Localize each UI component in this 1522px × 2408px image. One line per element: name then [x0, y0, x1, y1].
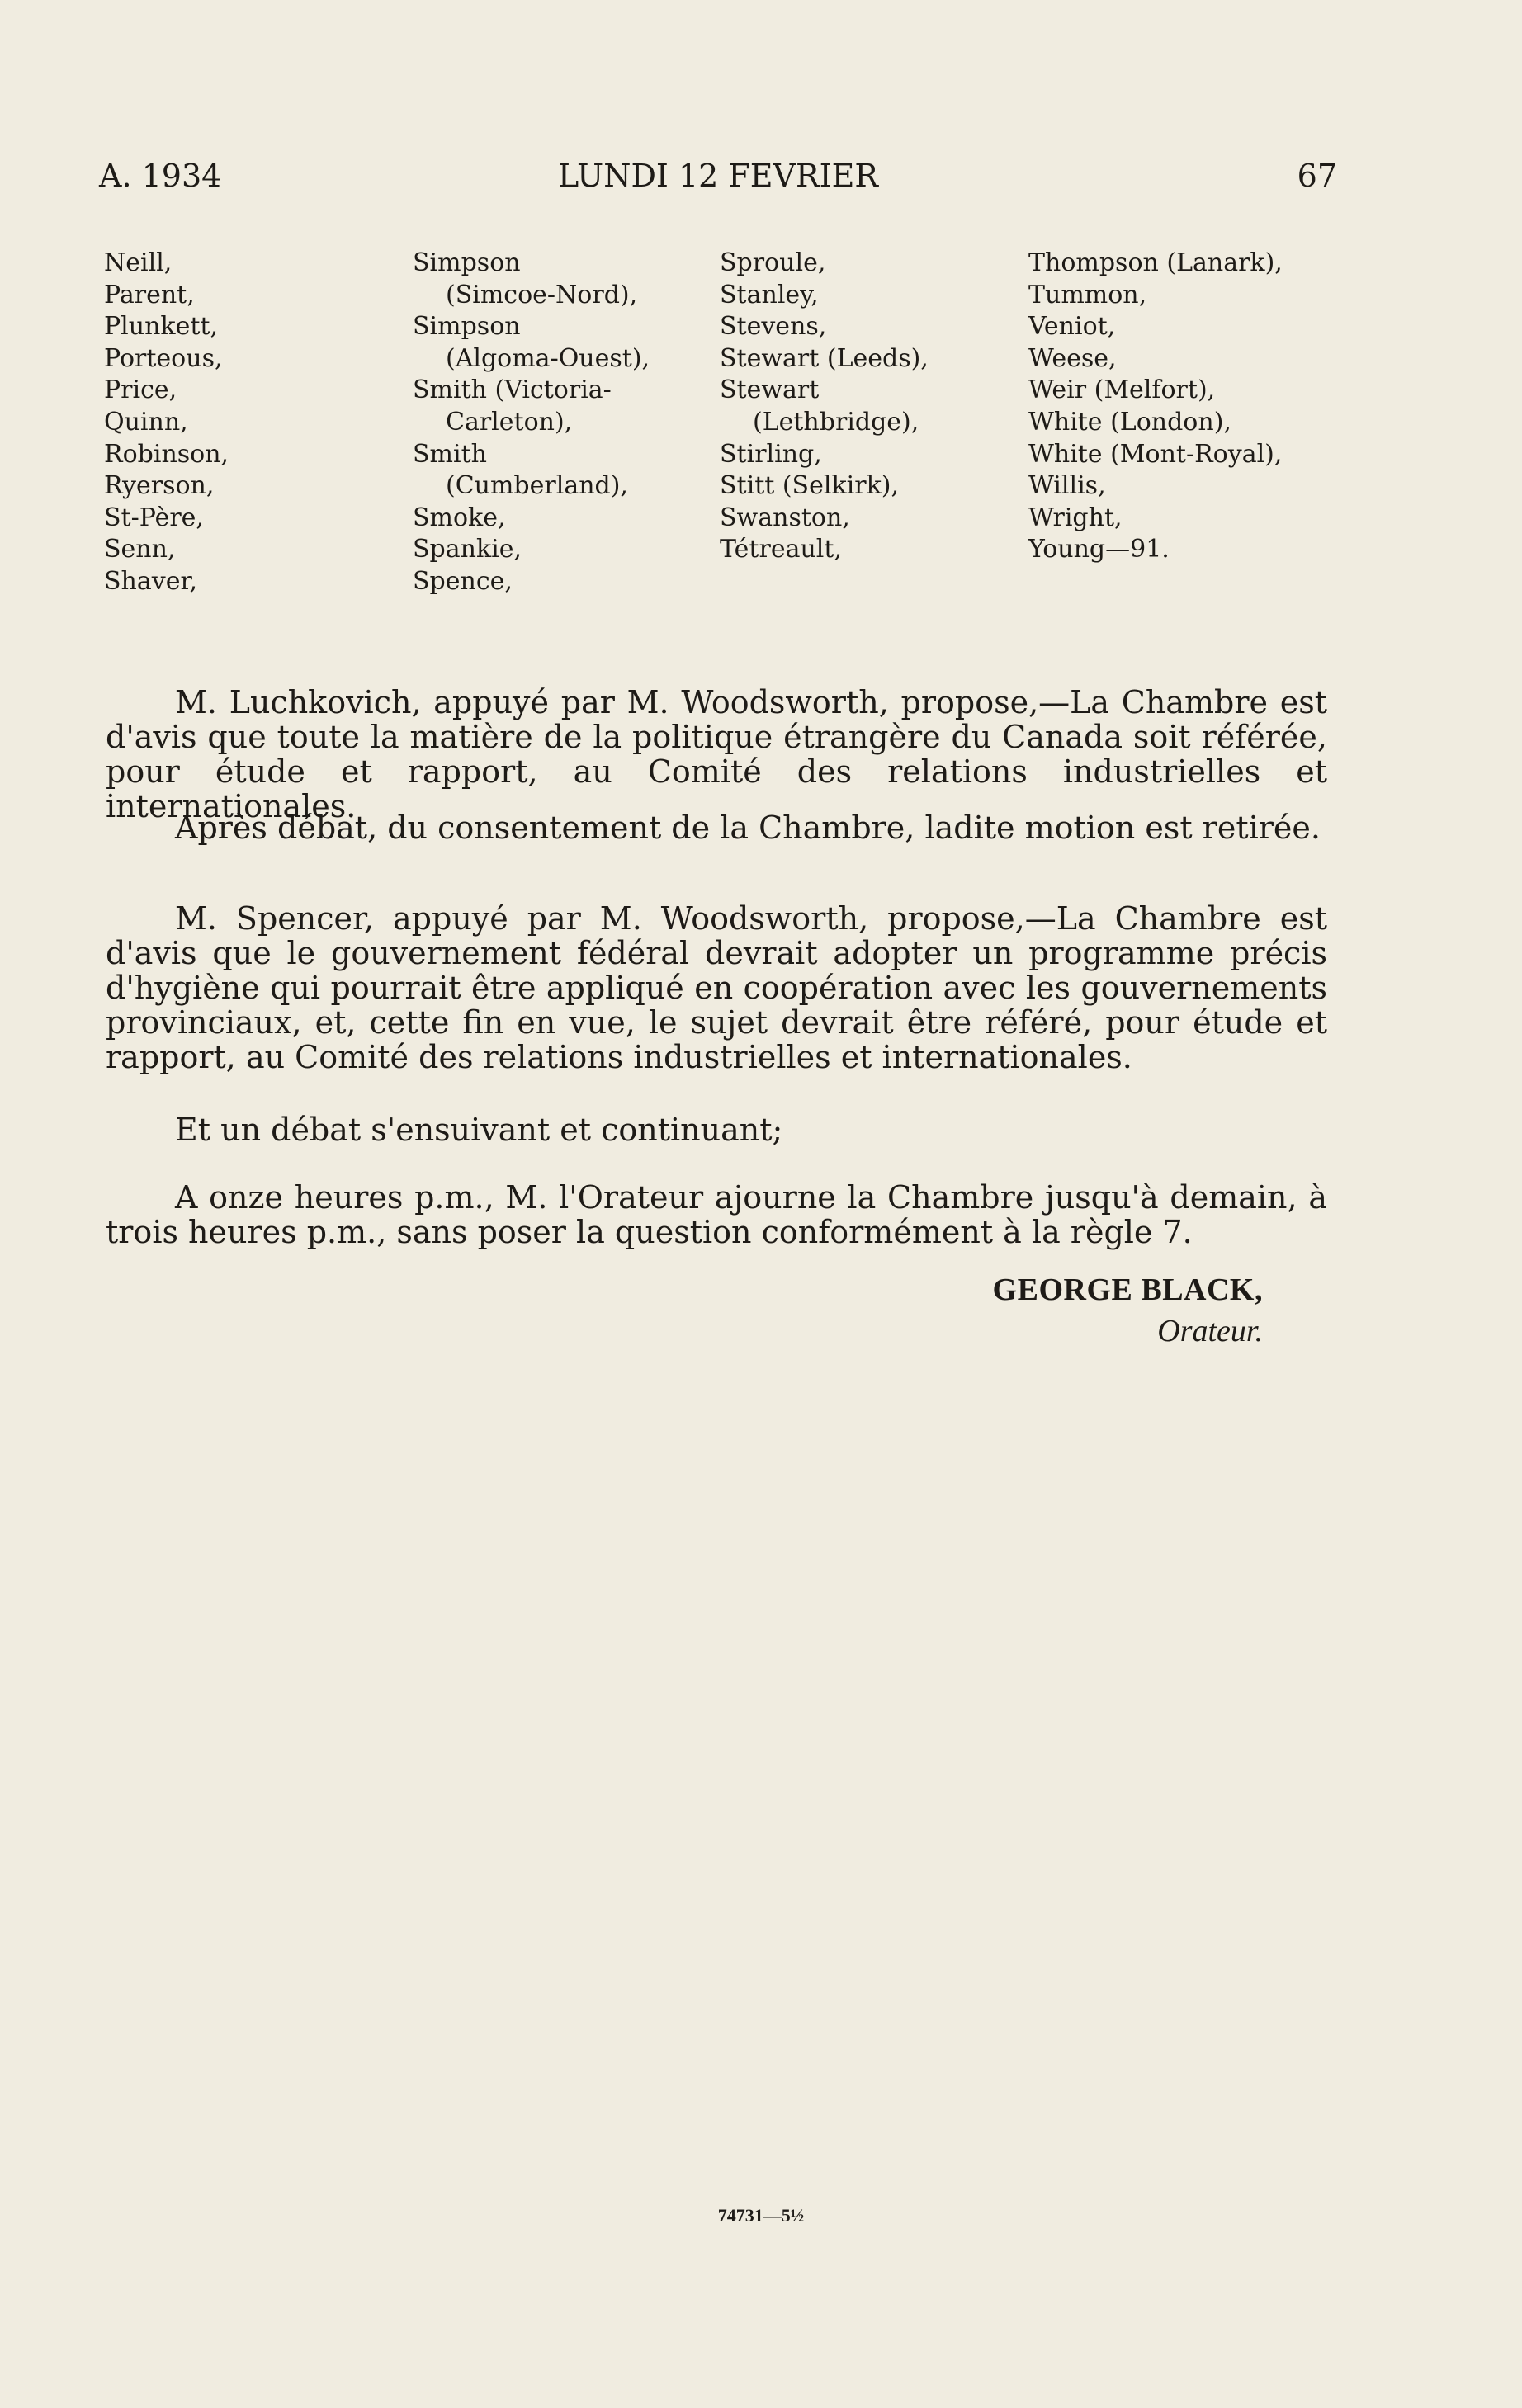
name-entry-continuation: Carleton),: [446, 407, 573, 437]
paragraph-text: M. Luchkovich, appuyé par M. Woodsworth, propose,—La Chambre est d'avis que toute la matière de la politique étrangère du Canada soit référée, pour étude et rapport, au Comité des relations industrielles et internationales.: [106, 684, 1327, 824]
motion-withdrawn-paragraph: [106, 810, 1327, 845]
name-entry: Wright,: [1028, 503, 1123, 532]
name-entry: Neill,: [104, 248, 173, 277]
name-entry: Smoke,: [413, 503, 506, 532]
name-entry: Spence,: [413, 566, 513, 596]
page-header: [99, 155, 1337, 196]
vote-name-list: [104, 248, 1342, 611]
name-entry: Simpson: [413, 312, 521, 342]
name-entry: Stanley,: [720, 280, 819, 309]
name-entry: Porteous,: [104, 343, 223, 373]
page-number: 67: [1297, 158, 1337, 194]
paragraph-text: A onze heures p.m., M. l'Orateur ajourne la Chambre jusqu'à demain, à trois heures p.m., sans poser la question conformément à la règle 7.: [106, 1179, 1327, 1250]
name-entry-continuation: (Algoma-Ouest),: [446, 343, 650, 373]
name-entry: Robinson,: [104, 439, 229, 469]
name-entry: Parent,: [104, 280, 195, 309]
name-entry: Stevens,: [720, 312, 827, 342]
name-entry: Stewart: [720, 375, 820, 405]
name-entry: Senn,: [104, 535, 176, 564]
name-entry: Young—91.: [1028, 535, 1170, 564]
name-entry: Simpson: [413, 248, 521, 277]
name-entry: Stitt (Selkirk),: [720, 471, 899, 501]
name-entry: Stirling,: [720, 439, 822, 469]
name-entry: Weir (Melfort),: [1028, 375, 1216, 405]
motion-spencer-paragraph: [106, 901, 1327, 1074]
signature-block: [825, 1269, 1263, 1352]
name-entry: Price,: [104, 375, 177, 405]
name-entry: Weese,: [1028, 343, 1117, 373]
name-entry: Spankie,: [413, 535, 522, 564]
name-entry: Sproule,: [720, 248, 826, 277]
debate-continuing-paragraph: [106, 1112, 1327, 1147]
name-entry: Tummon,: [1028, 280, 1147, 309]
name-entry: St-Père,: [104, 503, 204, 532]
paragraph-text: Et un débat s'ensuivant et continuant;: [175, 1112, 783, 1148]
printer-code: 74731—5½: [717, 2205, 805, 2226]
name-entry: Willis,: [1028, 471, 1106, 501]
motion-luchkovich-paragraph: [106, 685, 1327, 824]
name-entry: Veniot,: [1028, 312, 1116, 342]
name-entry-continuation: (Simcoe-Nord),: [446, 280, 638, 309]
paragraph-text: M. Spencer, appuyé par M. Woodsworth, propose,—La Chambre est d'avis que le gouvernement fédéral devrait adopter un programme précis d'hygiène qui pourrait être appliqué en coopération avec les gouvernements provinciaux, et, cette fin en vue, le sujet devrait être référé, pour étude et rapport, au Comité des relations industrielles et internationales.: [106, 900, 1327, 1075]
name-column-1: [104, 248, 229, 598]
name-entry: Quinn,: [104, 407, 188, 437]
name-entry: Plunkett,: [104, 312, 219, 342]
name-entry: Shaver,: [104, 566, 198, 596]
name-entry: White (London),: [1028, 407, 1231, 437]
adjournment-paragraph: [106, 1180, 1327, 1249]
name-entry: Smith: [413, 439, 487, 469]
speaker-name: GEORGE BLACK,: [992, 1272, 1263, 1307]
name-entry: White (Mont-Royal),: [1028, 439, 1283, 469]
name-column-2: [413, 248, 650, 598]
name-column-4: [1028, 248, 1283, 566]
name-entry: Stewart (Leeds),: [720, 343, 929, 373]
name-entry: Swanston,: [720, 503, 850, 532]
name-entry-continuation: (Cumberland),: [446, 471, 628, 501]
name-entry: Tétreault,: [720, 535, 842, 564]
name-entry: Smith (Victoria-: [413, 375, 612, 405]
name-entry-continuation: (Lethbridge),: [753, 407, 919, 437]
speaker-title: Orateur.: [1157, 1314, 1263, 1348]
header-year: A. 1934: [99, 158, 222, 194]
header-date: LUNDI 12 FEVRIER: [558, 158, 878, 194]
paragraph-text: Après débat, du consentement de la Chambre, ladite motion est retirée.: [175, 810, 1321, 846]
name-entry: Thompson (Lanark),: [1028, 248, 1283, 277]
name-column-3: [720, 248, 929, 566]
name-entry: Ryerson,: [104, 471, 215, 501]
